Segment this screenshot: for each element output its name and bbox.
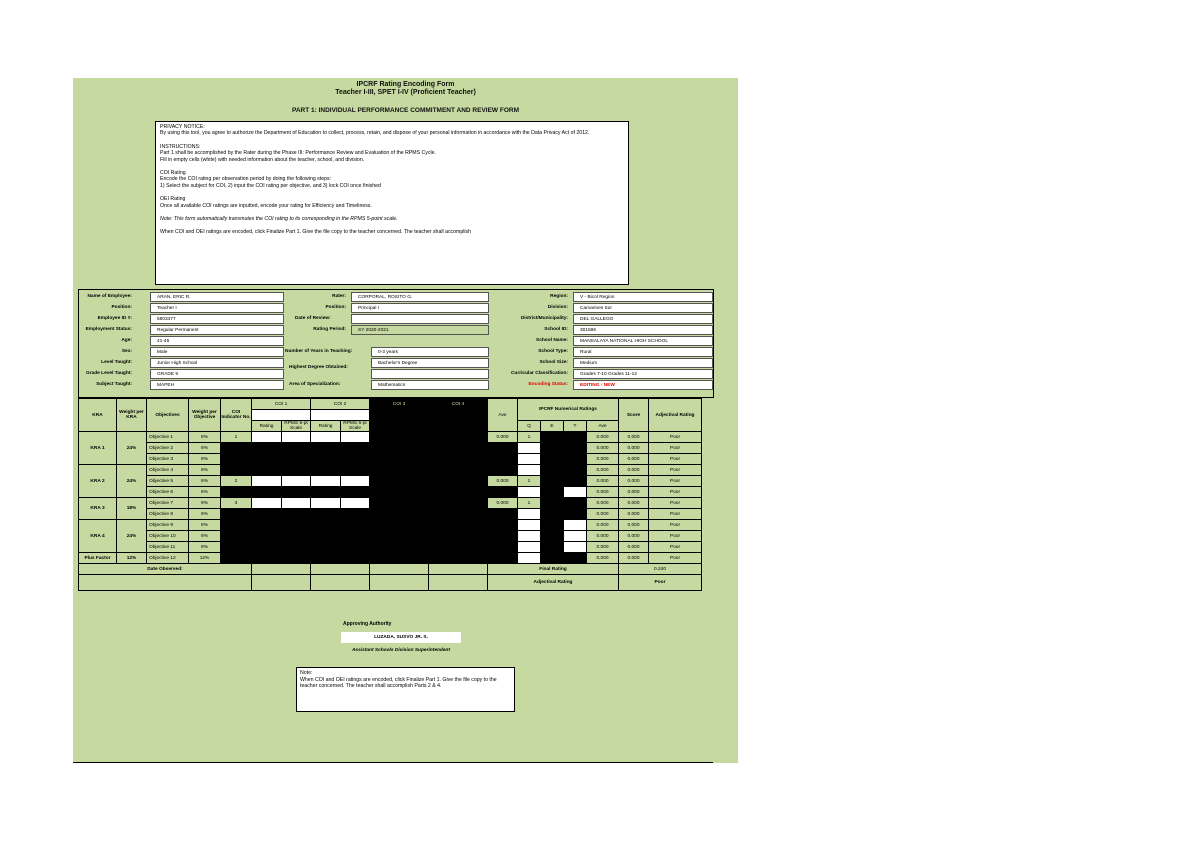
coi1-rpms-header: RPMS 5-pt Scale [282, 421, 311, 432]
quality-rating[interactable] [518, 454, 541, 465]
objective-score: 0.000 [619, 465, 649, 476]
objectives-header: Objectives [147, 399, 189, 432]
privacy-heading: PRIVACY NOTICE: [160, 124, 205, 130]
rater-position-label: Position: [325, 305, 346, 310]
coi-rating-cell[interactable] [252, 498, 282, 509]
coi-rating-cell[interactable] [282, 498, 311, 509]
ave-header: Ave [488, 399, 518, 432]
coi-rating-cell[interactable] [341, 476, 370, 487]
coi-average [488, 542, 518, 553]
quality-rating[interactable] [518, 542, 541, 553]
objective-name: Objective 2 [147, 443, 189, 454]
ave2-header: Ave [587, 421, 619, 432]
coi-rating-cell [341, 553, 370, 564]
kra-name-cell: KRA 3 [79, 498, 117, 520]
quality-rating[interactable] [518, 443, 541, 454]
objective-weight: 12% [189, 553, 221, 564]
timeliness-rating [564, 432, 587, 443]
objective-name: Objective 5 [147, 476, 189, 487]
finalize-text: When COI and OEI ratings are encoded, click Finalize Part 1. Give the file copy to the teacher concerned. The teacher shall accomplish [160, 229, 472, 236]
objective-adjectival: Poor [649, 487, 702, 498]
coi-rating-cell [341, 509, 370, 520]
ipcrf-average: 0.000 [587, 498, 619, 509]
grade-field[interactable]: GRADE 9 [150, 369, 284, 379]
note-heading: Note: [300, 670, 313, 676]
coi-rating-cell [341, 487, 370, 498]
objective-name: Objective 8 [147, 509, 189, 520]
subject-field[interactable]: MAPEH [150, 380, 284, 390]
rating-period-label: Rating Period: [313, 327, 346, 332]
kra-weight-cell: 18% [117, 498, 147, 520]
coi-average [488, 465, 518, 476]
spreadsheet-sheet [73, 78, 738, 763]
coi-rating-cell [282, 531, 311, 542]
objective-score: 0.000 [619, 476, 649, 487]
coi2-rating-header: Rating [311, 421, 341, 432]
ipcrf-average: 0.000 [587, 553, 619, 564]
objective-row [79, 531, 702, 542]
coi-rating-cell [252, 509, 282, 520]
rater-field[interactable]: CORPORAL, ROSITO G. [351, 292, 489, 302]
coi-step-2: 1) Select the subject for COI, 2) input the COI rating per objective, and 3) lock COI once finished [160, 182, 381, 189]
employment-status-label: Employment Status: [85, 327, 132, 332]
objective-weight: 8% [189, 542, 221, 553]
objective-weight: 8% [189, 454, 221, 465]
efficiency-rating [541, 465, 564, 476]
coi2-header: COI 2 [311, 399, 370, 410]
efficiency-rating [541, 531, 564, 542]
level-field[interactable]: Junior High School [150, 358, 284, 368]
encoding-status-label: Encoding Status: [528, 382, 568, 387]
region-label: Region: [550, 294, 568, 299]
school-type-label: School Type: [538, 349, 568, 354]
efficiency-rating [541, 542, 564, 553]
finalize-note-box [296, 667, 515, 712]
coi-rating-cell [282, 487, 311, 498]
objective-name: Objective 7 [147, 498, 189, 509]
coi-rating-cell [311, 553, 341, 564]
coi-rating-cell [282, 454, 311, 465]
objective-row [79, 542, 702, 553]
adjectival-rating-label: Adjectival Rating [488, 575, 619, 591]
coi-rating-cell [311, 520, 341, 531]
objective-score: 0.000 [619, 454, 649, 465]
e-header: E [541, 421, 564, 432]
degree-field[interactable]: Bachelor's Degree [371, 358, 489, 368]
name-field[interactable]: ARAN, ERIC R. [150, 292, 284, 302]
coi-average [488, 454, 518, 465]
coi-indicator: 3 [221, 498, 252, 509]
coi-indicator: 1 [221, 432, 252, 443]
objective-weight: 8% [189, 443, 221, 454]
coi-indicator [221, 520, 252, 531]
objective-row [79, 509, 702, 520]
coi-rating-cell[interactable] [282, 432, 311, 443]
coi-rating-cell[interactable] [252, 432, 282, 443]
coi-rating-cell [311, 509, 341, 520]
efficiency-rating [541, 509, 564, 520]
ipcrf-average: 0.000 [587, 487, 619, 498]
coi-indicator [221, 454, 252, 465]
coi-average [488, 531, 518, 542]
q-header: Q [518, 421, 541, 432]
objective-adjectival: Poor [649, 520, 702, 531]
kra-header: KRA [79, 399, 117, 432]
objective-score: 0.000 [619, 487, 649, 498]
kra-name-cell: KRA 1 [79, 432, 117, 465]
ipcrf-average: 0.000 [587, 465, 619, 476]
transmute-note: Note: This form automatically transmutes the COI rating to its corresponding in the RPMS 5-point scale. [160, 216, 398, 223]
coi-average [488, 520, 518, 531]
employee-id-label: Employee ID #: [97, 316, 132, 321]
sex-field[interactable]: Male [150, 347, 284, 357]
coi-rating-cell [311, 542, 341, 553]
objective-row [79, 553, 702, 564]
kra-name-cell: Plus Factor [79, 553, 117, 564]
objective-score: 0.000 [619, 542, 649, 553]
coi-indicator [221, 465, 252, 476]
objective-name: Objective 10 [147, 531, 189, 542]
objective-weight: 9% [189, 509, 221, 520]
coi-rating-cell[interactable] [282, 476, 311, 487]
t-header: T [564, 421, 587, 432]
efficiency-rating [541, 553, 564, 564]
objective-weight: 8% [189, 531, 221, 542]
coi-indicator [221, 487, 252, 498]
coi-rating-cell [252, 454, 282, 465]
coi-rating-cell [282, 542, 311, 553]
coi-indicator [221, 509, 252, 520]
objective-adjectival: Poor [649, 553, 702, 564]
quality-rating[interactable] [518, 509, 541, 520]
objective-row [79, 487, 702, 498]
school-id-label: School ID: [544, 327, 568, 332]
quality-rating[interactable] [518, 531, 541, 542]
school-size-label: School Size: [539, 360, 568, 365]
coi1-rating-header: Rating [252, 421, 282, 432]
timeliness-rating[interactable] [564, 520, 587, 531]
objective-score: 0.000 [619, 520, 649, 531]
objective-score: 0.000 [619, 553, 649, 564]
division-field[interactable]: Camarines Sur [573, 303, 713, 313]
coi-average [488, 487, 518, 498]
objective-weight: 8% [189, 476, 221, 487]
objective-adjectival: Poor [649, 454, 702, 465]
objective-name: Objective 12 [147, 553, 189, 564]
curricular-field[interactable]: Grades 7-10 Grades 11-12 [573, 369, 713, 379]
objective-weight: 8% [189, 432, 221, 443]
coi-indicator [221, 542, 252, 553]
note-text: When COI and OEI ratings are encoded, click Finalize Part 1. Give the file copy to the teacher concerned. The teacher shall accomplish Parts 2 & 4. [300, 676, 497, 689]
coi-rating-cell [252, 520, 282, 531]
ipcrf-average: 0.000 [587, 443, 619, 454]
coi2-subject-cell[interactable] [311, 410, 370, 421]
position-field[interactable]: Teacher I [150, 303, 284, 313]
score-header: Score [619, 399, 649, 432]
coi-rating-cell [282, 520, 311, 531]
timeliness-rating [564, 476, 587, 487]
objective-row [79, 432, 702, 443]
oei-heading: OEI Rating [160, 196, 186, 203]
objective-row [79, 454, 702, 465]
adjectival-header: Adjectival Rating [649, 399, 702, 432]
coi-rating-cell [341, 542, 370, 553]
approving-authority-label: Approving Authority [343, 621, 392, 627]
kra-weight-cell: 24% [117, 432, 147, 465]
subject-label: Subject Taught: [96, 382, 132, 387]
sex-label: Sex: [121, 349, 132, 354]
quality-rating[interactable] [518, 520, 541, 531]
objective-score: 0.000 [619, 509, 649, 520]
weight-kra-header: Weight per KRA [117, 399, 147, 432]
name-label: Name of Employee: [87, 294, 132, 299]
ipcrf-numerical-header: IPCRF Numerical Ratings [518, 399, 619, 421]
instruction-1: Part 1 shall be accomplished by the Rater during the Phase III: Performance Review and Evaluation of the RPMS Cycle. [160, 150, 436, 157]
coi2-rpms-header: RPMS 5-pt Scale [341, 421, 370, 432]
coi-average [488, 553, 518, 564]
encoding-status-value: EDITING - NEW [573, 380, 713, 390]
objective-adjectival: Poor [649, 542, 702, 553]
efficiency-rating [541, 520, 564, 531]
coi-rating-cell [282, 553, 311, 564]
objective-row [79, 520, 702, 531]
coi-rating-cell [252, 542, 282, 553]
ipcrf-average: 0.000 [587, 509, 619, 520]
specialization-label: Area of Specialization: [289, 382, 341, 387]
degree-field-extra[interactable] [371, 369, 489, 379]
kra-name-cell: KRA 2 [79, 465, 117, 498]
objective-row [79, 498, 702, 509]
coi-rating-cell [252, 443, 282, 454]
ipcrf-average: 0.000 [587, 531, 619, 542]
employee-info-grid [78, 289, 714, 398]
kra-weight-cell: 24% [117, 520, 147, 553]
weight-objective-header: Weight per Objective [189, 399, 221, 432]
coi-rating-cell [252, 531, 282, 542]
objective-name: Objective 3 [147, 454, 189, 465]
curricular-label: Curricular Classification: [510, 371, 568, 376]
ipcrf-average: 0.000 [587, 432, 619, 443]
specialization-field[interactable]: Mathematics [371, 380, 489, 390]
coi-indicator: 2 [221, 476, 252, 487]
objective-adjectival: Poor [649, 432, 702, 443]
objective-weight: 8% [189, 465, 221, 476]
part-title: PART 1: INDIVIDUAL PERFORMANCE COMMITMENT AND REVIEW FORM [291, 107, 519, 114]
objective-adjectival: Poor [649, 443, 702, 454]
coi-rating-cell [341, 454, 370, 465]
ipcrf-average: 0.000 [587, 454, 619, 465]
coi4-subject-cell [429, 410, 488, 421]
form-subtitle: Teacher I-III, SPET I-IV (Proficient Teacher) [335, 89, 476, 96]
oei-step-1: Once all available COI ratings are inputted, encode your rating for Efficiency and Timeliness. [160, 202, 372, 209]
level-label: Level Taught: [101, 360, 132, 365]
final-rating-value: 0.240 [619, 564, 702, 575]
region-field[interactable]: V - Bicol Region [573, 292, 713, 302]
coi-rating-cell[interactable] [252, 476, 282, 487]
coi3-header: COI 3 [370, 399, 429, 410]
coi-indicator [221, 531, 252, 542]
school-type-field[interactable]: Rural [573, 347, 713, 357]
ipcrf-average: 0.000 [587, 476, 619, 487]
coi-rating-cell[interactable] [311, 476, 341, 487]
coi-rating-cell [341, 443, 370, 454]
objective-name: Objective 11 [147, 542, 189, 553]
rater-label: Rater: [332, 294, 346, 299]
instructions-heading: INSTRUCTIONS: [160, 143, 201, 150]
coi-rating-cell [341, 465, 370, 476]
coi-rating-cell [252, 487, 282, 498]
school-name-label: School Name: [536, 338, 568, 343]
coi-rating-cell [311, 531, 341, 542]
objective-adjectival: Poor [649, 531, 702, 542]
school-size-field[interactable]: Medium [573, 358, 713, 368]
coi-average [488, 443, 518, 454]
kra-weight-cell: 12% [117, 553, 147, 564]
coi-rating-cell[interactable] [311, 498, 341, 509]
objective-weight: 8% [189, 487, 221, 498]
objective-name: Objective 1 [147, 432, 189, 443]
ipcrf-rating-table [78, 398, 702, 591]
quality-rating[interactable] [518, 553, 541, 564]
final-rating-label: Final Rating [488, 564, 619, 575]
review-date-field[interactable] [351, 314, 489, 324]
coi-rating-cell [341, 531, 370, 542]
instruction-2: Fill in empty cells (white) with needed information about the teacher, school, and division. [160, 156, 365, 163]
timeliness-rating [564, 443, 587, 454]
coi-rating-cell [252, 465, 282, 476]
kra-name-cell: KRA 4 [79, 520, 117, 553]
objectives-body [79, 432, 702, 564]
timeliness-rating [564, 498, 587, 509]
objective-name: Objective 6 [147, 487, 189, 498]
years-teaching-field[interactable]: 0-3 years [371, 347, 489, 357]
quality-rating: 1 [518, 432, 541, 443]
efficiency-rating [541, 487, 564, 498]
ipcrf-average: 0.000 [587, 520, 619, 531]
coi-rating-cell [311, 454, 341, 465]
objective-adjectival: Poor [649, 476, 702, 487]
ipcrf-average: 0.000 [587, 542, 619, 553]
coi-indicator [221, 553, 252, 564]
age-label: Age: [121, 338, 132, 343]
objective-name: Objective 4 [147, 465, 189, 476]
coi-rating-cell [252, 553, 282, 564]
efficiency-rating [541, 443, 564, 454]
efficiency-rating [541, 454, 564, 465]
objective-adjectival: Poor [649, 498, 702, 509]
approver-title: Assistant Schools Division Superintendent [351, 648, 451, 653]
objective-row [79, 476, 702, 487]
coi-average: 0.000 [488, 498, 518, 509]
position-label: Position: [111, 305, 132, 310]
objective-weight: 8% [189, 520, 221, 531]
coi3-subject-cell [370, 410, 429, 421]
efficiency-rating [541, 498, 564, 509]
grade-label: Grade Level Taught: [85, 371, 132, 376]
coi-step-1: Encode the COI rating per observation period by doing the following steps: [160, 176, 332, 183]
kra-weight-cell: 24% [117, 465, 147, 498]
efficiency-rating [541, 432, 564, 443]
efficiency-rating [541, 476, 564, 487]
school-id-field[interactable]: 301586 [573, 325, 713, 335]
district-label: District/Municipality: [520, 316, 568, 321]
coi-indicator-header: COI Indicator No. [221, 399, 252, 432]
objective-adjectival: Poor [649, 509, 702, 520]
approver-name: LUZADA, SUSVO JR. S. [341, 632, 461, 643]
coi-rating-cell [311, 465, 341, 476]
quality-rating[interactable] [518, 487, 541, 498]
adjectival-rating-value: Poor [619, 575, 702, 591]
objective-row [79, 465, 702, 476]
objective-score: 0.000 [619, 432, 649, 443]
coi-rating-cell [282, 509, 311, 520]
form-title: IPCRF Rating Encoding Form [356, 81, 455, 88]
timeliness-rating [564, 465, 587, 476]
objective-row [79, 443, 702, 454]
privacy-text: By using this tool, you agree to authorize the Department of Education to collect, process, retain, and dispose of your personal information in accordance with the Data Privacy Act of 2012. [160, 130, 590, 137]
quality-rating[interactable] [518, 465, 541, 476]
degree-label: Highest Degree Obtained: [289, 365, 348, 370]
timeliness-rating[interactable] [564, 487, 587, 498]
coi-rating-cell [311, 487, 341, 498]
objective-name: Objective 9 [147, 520, 189, 531]
years-teaching-label: Number of Years in Teaching: [285, 349, 353, 354]
employment-status-field[interactable]: Regular Permanent [150, 325, 284, 335]
age-field[interactable]: 41-45 [150, 336, 284, 346]
coi-rating-cell [311, 443, 341, 454]
objective-adjectival: Poor [649, 465, 702, 476]
quality-rating: 1 [518, 476, 541, 487]
timeliness-rating[interactable] [564, 542, 587, 553]
review-date-label: Date of Review: [295, 316, 331, 321]
coi-indicator [221, 443, 252, 454]
rater-position-field[interactable]: Principal I [351, 303, 489, 313]
timeliness-rating [564, 509, 587, 520]
coi-rating-cell [341, 520, 370, 531]
privacy-notice-box [155, 121, 629, 285]
objective-weight: 9% [189, 498, 221, 509]
coi-rating-cell[interactable] [341, 498, 370, 509]
coi-rating-cell[interactable] [311, 432, 341, 443]
coi-rating-cell [282, 443, 311, 454]
objective-score: 0.000 [619, 443, 649, 454]
coi1-subject-cell[interactable] [252, 410, 311, 421]
coi-rating-cell[interactable] [341, 432, 370, 443]
coi1-header: COI 1 [252, 399, 311, 410]
sheet-bottom-border [73, 762, 713, 763]
coi-average [488, 509, 518, 520]
school-name-field[interactable]: MANSALAYA NATIONAL HIGH SCHOOL [573, 336, 713, 346]
coi-average: 0.000 [488, 432, 518, 443]
quality-rating: 1 [518, 498, 541, 509]
timeliness-rating [564, 454, 587, 465]
coi-heading: COI Rating [160, 170, 186, 177]
rating-period-field[interactable]: SY 2020-2021 [351, 325, 489, 335]
employee-id-field[interactable]: 5803477 [150, 314, 284, 324]
objective-score: 0.000 [619, 498, 649, 509]
coi4-header: COI 4 [429, 399, 488, 410]
objective-score: 0.000 [619, 531, 649, 542]
district-field[interactable]: DEL GALLEGO [573, 314, 713, 324]
timeliness-rating [564, 553, 587, 564]
timeliness-rating[interactable] [564, 531, 587, 542]
division-label: Division: [547, 305, 568, 310]
date-observed-label: Date Observed: [79, 564, 252, 575]
coi-average: 0.000 [488, 476, 518, 487]
coi-rating-cell [282, 465, 311, 476]
